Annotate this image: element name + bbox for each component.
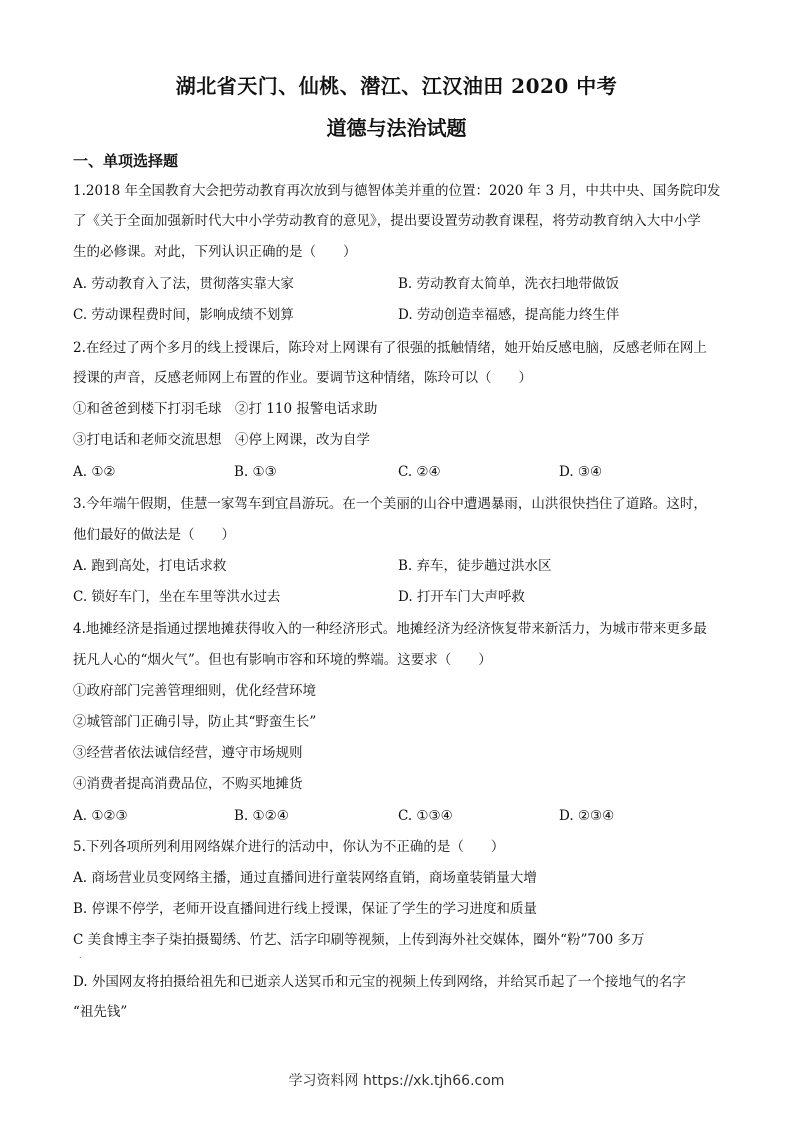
q2-option-a: A. ①② [73, 464, 116, 480]
q1-stem-line3: 生的必修课。对此，下列认识正确的是（ ） [73, 244, 357, 260]
q2-statement-1-2: ①和爸爸到楼下打羽毛球 ②打 110 报警电话求助 [73, 401, 378, 417]
q5-option-b: B. 停课不停学，老师开设直播间进行线上授课，保证了学生的学习进度和质量 [73, 901, 538, 917]
exam-subtitle: 道德与法治试题 [326, 116, 467, 140]
q3-stem-line2: 他们最好的做法是（ ） [73, 527, 235, 543]
q4-option-b: B. ①②④ [234, 808, 289, 824]
q5-option-d-line2: “祖先钱” [73, 1004, 128, 1020]
q5-stem: 5.下列各项所列利用网络媒介进行的活动中，你认为不正确的是（ ） [73, 839, 505, 855]
q1-option-b: B. 劳动教育太简单，洗衣扫地带做饭 [398, 276, 620, 292]
q1-option-d: D. 劳动创造幸福感，提高能力终生伴 [398, 307, 620, 323]
q3-stem-line1: 3.今年端午假期，佳慧一家驾车到宜昌游玩。在一个美丽的山谷中遭遇暴雨，山洪很快挡住了道路。这时， [73, 496, 707, 512]
q2-statement-3-4: ③打电话和老师交流思想 ④停上网课，改为自学 [73, 432, 370, 448]
q1-option-a: A. 劳动教育入了法，贯彻落实靠大家 [73, 276, 294, 292]
q5-option-c-tail: . [79, 951, 82, 960]
q4-stem-line2: 抚凡人心的“烟火气”。但也有影响市容和环境的弊端。这要求（ ） [73, 652, 492, 668]
q3-option-a: A. 跑到高处，打电话求救 [73, 558, 227, 574]
q4-statement-2: ②城管部门正确引导，防止其“野蛮生长” [73, 714, 317, 730]
q4-statement-4: ④消费者提高消费品位，不购买地摊货 [73, 776, 303, 792]
section-heading: 一、单项选择题 [73, 152, 179, 170]
q2-option-d: D. ③④ [559, 464, 603, 480]
q2-option-b: B. ①③ [234, 464, 277, 480]
q5-option-c: C 美食博主李子柒拍摄蜀绣、竹艺、活字印刷等视频，上传到海外社交媒体，圈外“粉”700 多万 [73, 932, 645, 948]
q4-stem-line1: 4.地摊经济是指通过摆地摊获得收入的一种经济形式。地摊经济为经济恢复带来新活力，为城市带来更多最 [73, 621, 707, 637]
q4-option-c: C. ①③④ [398, 808, 453, 824]
exam-title: 湖北省天门、仙桃、潜江、江汉油田 2020 中考 [175, 74, 618, 98]
q5-option-a: A. 商场营业员变网络主播，通过直播间进行童装网络直销，商场童装销量大增 [73, 870, 537, 886]
q5-option-d-line1: D. 外国网友将拍摄给祖先和已逝亲人送冥币和元宝的视频上传到网络，并给冥币起了一个接地气的名字 [73, 974, 686, 990]
q4-option-d: D. ②③④ [559, 808, 615, 824]
q4-statement-3: ③经营者依法诚信经营，遵守市场规则 [73, 745, 303, 761]
q3-option-c: C. 锁好车门，坐在车里等洪水过去 [73, 589, 281, 605]
q1-stem-line2: 了《关于全面加强新时代大中小学劳动教育的意见》，提出要设置劳动教育课程，将劳动教育纳入大中小学 [73, 213, 701, 229]
q2-stem-line2: 授课的声音，反感老师网上布置的作业。要调节这种情绪，陈玲可以（ ） [73, 370, 532, 386]
q3-option-d: D. 打开车门大声呼救 [398, 589, 525, 605]
q1-stem-line1: 1.2018 年全国教育大会把劳动教育再次放到与德智体美并重的位置：2020 年 3 月，中共中央、国务院印发 [73, 183, 721, 199]
q1-option-c: C. 劳动课程费时间，影响成绩不划算 [73, 307, 294, 323]
q2-stem-line1: 2.在经过了两个多月的线上授课后，陈玲对上网课有了很强的抵触情绪，她开始反感电脑，反感老师在网上 [73, 340, 707, 356]
q2-option-c: C. ②④ [398, 464, 441, 480]
q3-option-b: B. 弃车，徒步趟过洪水区 [398, 558, 552, 574]
q4-option-a: A. ①②③ [73, 808, 128, 824]
footer-watermark: 学习资料网 https://xk.tjh66.com [288, 1073, 505, 1089]
q4-statement-1: ①政府部门完善管理细则，优化经营环境 [73, 683, 316, 699]
